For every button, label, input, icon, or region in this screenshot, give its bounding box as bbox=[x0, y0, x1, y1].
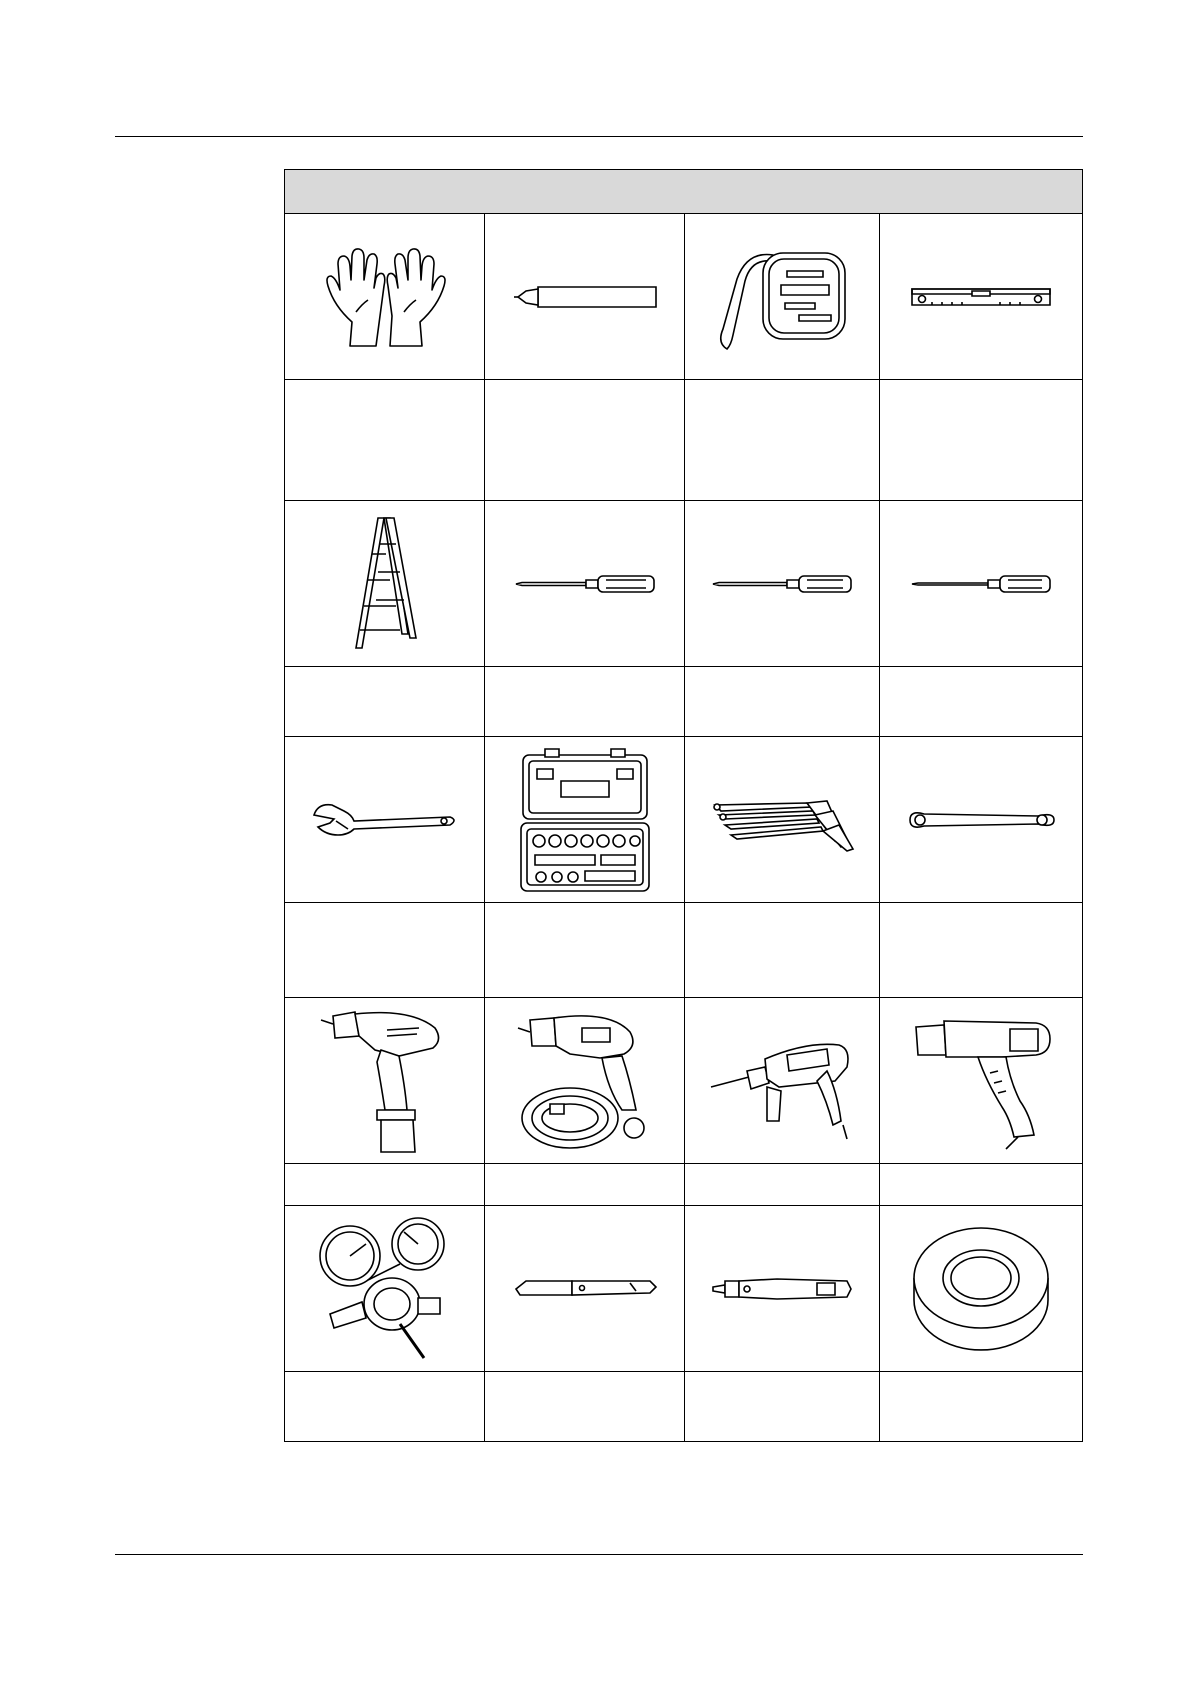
tool-image-cell bbox=[880, 998, 1083, 1164]
heat-gun-icon bbox=[906, 1011, 1056, 1151]
tool-label bbox=[285, 380, 485, 501]
tool-image-cell bbox=[685, 501, 880, 667]
screwdriver-icon bbox=[906, 569, 1056, 599]
screwdriver-icon bbox=[707, 569, 857, 599]
tool-label bbox=[485, 1164, 685, 1206]
tool-image-cell bbox=[285, 998, 485, 1164]
utility-knife-icon bbox=[510, 1269, 660, 1309]
tool-label bbox=[685, 380, 880, 501]
tool-label bbox=[880, 1164, 1083, 1206]
electric-drill-icon bbox=[510, 1006, 660, 1156]
marker-icon bbox=[510, 277, 660, 317]
tool-label bbox=[880, 903, 1083, 998]
tool-label bbox=[285, 1372, 485, 1442]
tool-image-cell bbox=[685, 998, 880, 1164]
tool-image-cell bbox=[285, 737, 485, 903]
socket-set-icon bbox=[515, 745, 655, 895]
tool-label bbox=[880, 380, 1083, 501]
label-row bbox=[285, 903, 1083, 998]
tool-label bbox=[485, 903, 685, 998]
tool-label bbox=[880, 1372, 1083, 1442]
tool-label bbox=[685, 667, 880, 737]
image-row bbox=[285, 214, 1083, 380]
tool-label bbox=[285, 1164, 485, 1206]
gloves-icon bbox=[320, 242, 450, 352]
tool-image-cell bbox=[485, 998, 685, 1164]
tool-image-cell bbox=[880, 501, 1083, 667]
image-row bbox=[285, 1206, 1083, 1372]
cordless-drill-icon bbox=[315, 1006, 455, 1156]
tool-label bbox=[485, 1372, 685, 1442]
tool-image-cell bbox=[485, 214, 685, 380]
tool-label bbox=[685, 1372, 880, 1442]
table-header-row bbox=[285, 170, 1083, 214]
tool-image-cell bbox=[485, 737, 685, 903]
tool-image-cell bbox=[685, 214, 880, 380]
table-header bbox=[285, 170, 1083, 214]
tool-table bbox=[284, 169, 1083, 1442]
ladder-icon bbox=[350, 514, 420, 654]
tape-measure-icon bbox=[707, 237, 857, 357]
tool-image-cell bbox=[880, 214, 1083, 380]
image-row bbox=[285, 501, 1083, 667]
box-wrench-icon bbox=[906, 800, 1056, 840]
tool-label bbox=[685, 1164, 880, 1206]
tool-label bbox=[880, 667, 1083, 737]
screwdriver-icon bbox=[510, 569, 660, 599]
tool-image-cell bbox=[285, 501, 485, 667]
tool-image-cell bbox=[685, 1206, 880, 1372]
label-row bbox=[285, 380, 1083, 501]
header-rule bbox=[115, 136, 1083, 137]
tool-label bbox=[485, 667, 685, 737]
adjustable-wrench-icon bbox=[310, 795, 460, 845]
image-row bbox=[285, 737, 1083, 903]
hammer-drill-icon bbox=[707, 1021, 857, 1141]
punch-down-tool-icon bbox=[707, 1269, 857, 1309]
tool-label bbox=[485, 380, 685, 501]
tool-image-cell bbox=[285, 1206, 485, 1372]
tool-image-cell bbox=[880, 737, 1083, 903]
tool-image-cell bbox=[485, 1206, 685, 1372]
tool-image-cell bbox=[285, 214, 485, 380]
tool-label bbox=[285, 903, 485, 998]
tool-label bbox=[685, 903, 880, 998]
tool-image-cell bbox=[485, 501, 685, 667]
tool-image-cell bbox=[880, 1206, 1083, 1372]
pressure-regulator-icon bbox=[310, 1214, 460, 1364]
image-row bbox=[285, 998, 1083, 1164]
label-row bbox=[285, 1372, 1083, 1442]
level-icon bbox=[906, 277, 1056, 317]
label-row bbox=[285, 1164, 1083, 1206]
hex-key-set-icon bbox=[707, 785, 857, 855]
footer-rule bbox=[115, 1554, 1083, 1555]
label-row bbox=[285, 667, 1083, 737]
insulation-tape-icon bbox=[906, 1224, 1056, 1354]
tool-image-cell bbox=[685, 737, 880, 903]
tool-label bbox=[285, 667, 485, 737]
